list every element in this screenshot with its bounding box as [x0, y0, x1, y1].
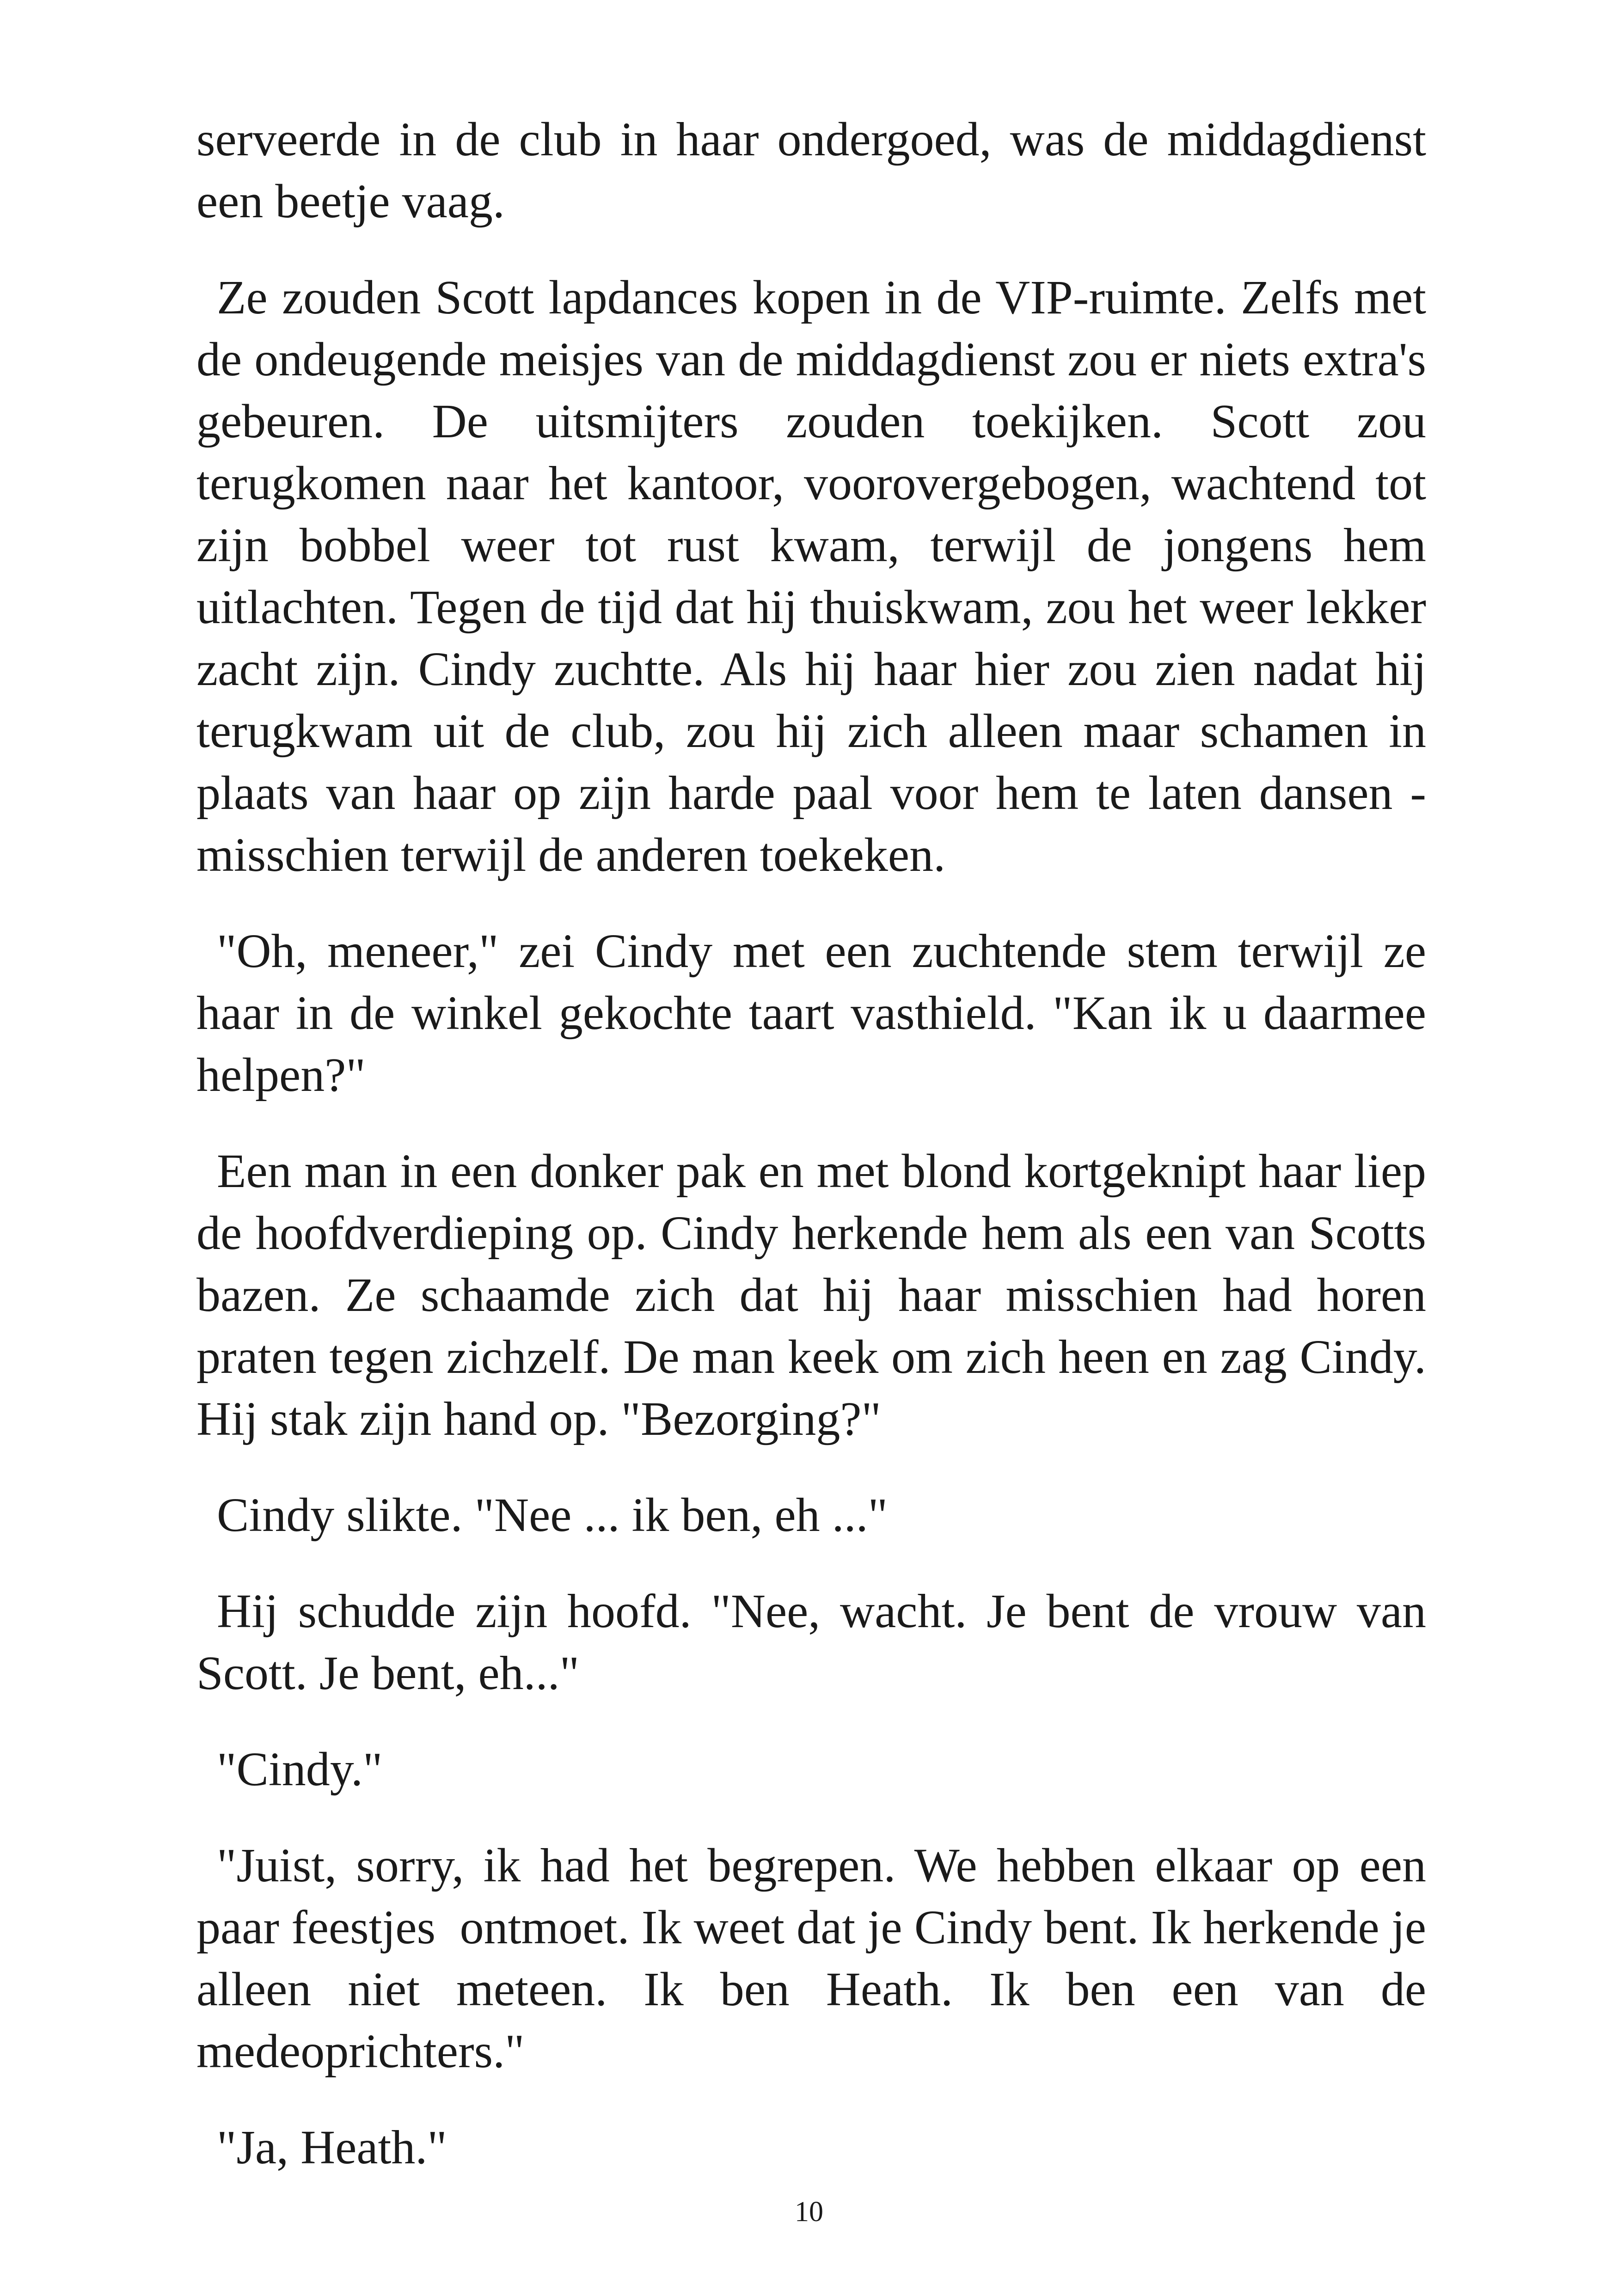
paragraph-juist-sorry: "Juist, sorry, ik had het begrepen. We hebben elkaar op een paar feestjes ontmoet. Ik weet dat je Cindy bent. Ik herkende je alleen niet meteen. Ik ben Heath. Ik ben een van de medeoprichters." — [196, 1839, 1438, 2078]
paragraph-cindy-slikte: Cindy slikte. "Nee ... ik ben, eh ..." — [217, 1488, 888, 1542]
paragraph-cindy: "Cindy." — [217, 1743, 383, 1796]
paragraph-ja-heath: "Ja, Heath." — [217, 2121, 447, 2174]
paragraph-lapdances: Ze zouden Scott lapdances kopen in de VIP-ruimte. Zelfs met de ondeugende meisjes van de middagdienst zou er niets extra's gebeuren. De uitsmijters zouden toekijken. Scott zou terugkomen naar het kantoor, voorovergebogen, wachtend tot zijn bobbel weer tot rust kwam, terwijl de jongens hem uitlachten. Tegen de tijd dat hij thuiskwam, zou het weer lekker zacht zijn. Cindy zuchtte. Als hij haar hier zou zien nadat hij terugkwam uit de club, zou hij zich alleen maar schamen in plaats van haar op zijn harde paal voor hem te laten dansen - misschien terwijl de anderen toekeken. — [196, 271, 1438, 882]
paragraph-hij-schudde: Hij schudde zijn hoofd. "Nee, wacht. Je bent de vrouw van Scott. Je bent, eh..." — [196, 1585, 1438, 1700]
page-number: 10 — [795, 2196, 823, 2228]
paragraph-continuation: serveerde in de club in haar ondergoed, was de middagdienst een beetje vaag. — [196, 113, 1438, 228]
paragraph-man-in-pak: Een man in een donker pak en met blond kortgeknipt haar liep de hoofdverdieping op. Cindy herkende hem als een van Scotts bazen. Ze schaamde zich dat hij haar misschien had horen praten tegen zichzelf. De man keek om zich heen en zag Cindy. Hij stak zijn hand op. "Bezorging?" — [196, 1145, 1438, 1445]
paragraph-oh-meneer: "Oh, meneer," zei Cindy met een zuchtende stem terwijl ze haar in de winkel gekochte taart vasthield. "Kan ik u daarmee helpen?" — [196, 925, 1438, 1102]
body-text — [196, 109, 1438, 2213]
